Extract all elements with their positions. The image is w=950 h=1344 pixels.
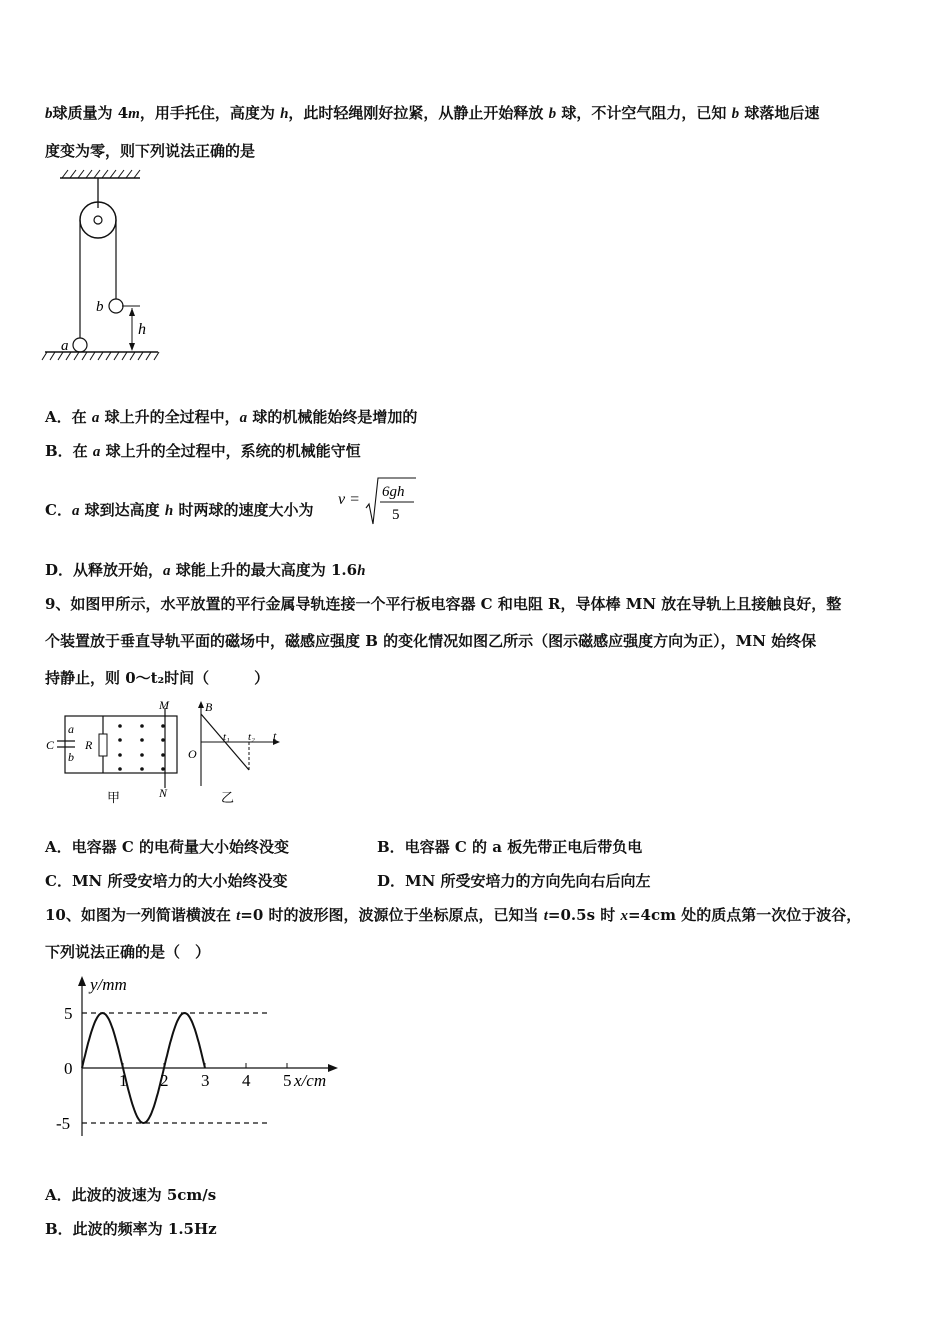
label-b: b bbox=[96, 299, 104, 315]
text-seg: 球质量为 4 bbox=[52, 104, 129, 122]
text-seg: 时两球的速度大小为 bbox=[173, 501, 314, 519]
text-seg: =0.5s 时 bbox=[547, 906, 621, 924]
label-n: N bbox=[159, 786, 168, 800]
y-tick-label: -5 bbox=[56, 1114, 71, 1133]
var-a: a bbox=[91, 410, 100, 426]
x-tick-label: 1 bbox=[119, 1071, 128, 1090]
caption-yi: 乙 bbox=[221, 790, 235, 805]
text-seg: =4cm 处的质点第一次位于波谷， bbox=[627, 906, 862, 924]
var-h: h bbox=[357, 563, 366, 579]
wave-chart bbox=[50, 968, 350, 1148]
y-axis-label: y/mm bbox=[90, 975, 127, 994]
text-seg: 球上升的全过程中， bbox=[99, 408, 240, 426]
text-seg: D．从释放开始， bbox=[45, 561, 164, 579]
text-seg: 10、如图为一列简谐横波在 bbox=[45, 906, 237, 924]
y-tick-label: 0 bbox=[64, 1059, 73, 1078]
text-seg: C． bbox=[45, 501, 72, 519]
q8-option-d bbox=[45, 559, 365, 580]
x-tick-label: 3 bbox=[201, 1071, 210, 1090]
x-tick-label: 2 bbox=[160, 1071, 169, 1090]
label-t2: t₂ bbox=[248, 731, 255, 743]
x-tick-label: 4 bbox=[242, 1071, 251, 1090]
label-a: a bbox=[61, 338, 69, 354]
q9-option-c: C．MN 所受安培力的大小始终没变 bbox=[45, 872, 288, 890]
y-axis-arrow bbox=[78, 976, 86, 986]
var-b: b bbox=[548, 106, 557, 122]
var-a: a bbox=[92, 444, 101, 460]
q9-line2: 个装置放于垂直导轨平面的磁场中，磁感应强度 B 的变化情况如图乙所示（图示磁感应强度方向为正），MN 始终保 bbox=[45, 632, 817, 650]
q10-line2: 下列说法正确的是（ ） bbox=[45, 943, 211, 961]
q8-option-c bbox=[45, 499, 313, 520]
pulley-figure bbox=[40, 168, 165, 368]
label-t: t bbox=[273, 729, 277, 743]
label-c: C bbox=[46, 738, 55, 752]
var-a: a bbox=[71, 503, 80, 519]
var-h: h bbox=[164, 503, 174, 519]
text-seg: 球能上升的最大高度为 1.6 bbox=[170, 561, 358, 579]
text-seg: 球到达高度 bbox=[79, 501, 165, 519]
x-tick-label: 5 bbox=[283, 1071, 292, 1090]
velocity-formula bbox=[336, 474, 420, 528]
q10-option-b: B．此波的频率为 1.5Hz bbox=[45, 1220, 217, 1238]
q10-line1 bbox=[45, 904, 861, 925]
label-m: M bbox=[159, 698, 169, 712]
text-seg: ，用手托住，高度为 bbox=[139, 104, 281, 122]
caption-jia: 甲 bbox=[107, 790, 121, 805]
x-axis-arrow bbox=[328, 1064, 338, 1072]
text-seg: 球的机械能始终是增加的 bbox=[247, 408, 418, 426]
formula-lhs: v = bbox=[338, 491, 360, 508]
var-t: t bbox=[543, 908, 548, 924]
label-r: R bbox=[85, 738, 93, 752]
q10-option-a: A．此波的波速为 5cm/s bbox=[45, 1186, 217, 1204]
label-a: a bbox=[68, 722, 74, 736]
q9-line3: 持静止，则 0～t₂时间（ ） bbox=[45, 669, 270, 687]
q8-intro-line1 bbox=[45, 102, 819, 123]
q8-option-a bbox=[45, 406, 417, 427]
var-a: a bbox=[239, 410, 248, 426]
label-b: B bbox=[205, 700, 213, 714]
var-b: b bbox=[45, 106, 53, 122]
label-h: h bbox=[138, 321, 146, 338]
var-b: b bbox=[731, 106, 740, 122]
q9-option-b: B．电容器 C 的 a 板先带正电后带负电 bbox=[377, 838, 643, 856]
text-seg: A．在 bbox=[45, 408, 92, 426]
var-a: a bbox=[163, 563, 171, 579]
b-t-graph-yi bbox=[185, 698, 285, 806]
label-t1: t₁ bbox=[223, 731, 230, 743]
text-seg: 球，不计空气阻力，已知 bbox=[556, 104, 732, 122]
text-seg: 球上升的全过程中，系统的机械能守恒 bbox=[100, 442, 361, 460]
circuit-figure-jia bbox=[45, 698, 185, 806]
y-tick-label: 5 bbox=[64, 1004, 73, 1023]
var-m: m bbox=[128, 106, 140, 122]
formula-denominator: 5 bbox=[392, 507, 400, 523]
q8-intro-line2: 度变为零，则下列说法正确的是 bbox=[45, 142, 256, 160]
var-x: x bbox=[620, 908, 628, 924]
text-seg: ，此时轻绳刚好拉紧，从静止开始释放 bbox=[288, 104, 549, 122]
q9-line1: 9、如图甲所示，水平放置的平行金属导轨连接一个平行板电容器 C 和电阻 R，导体棒 MN 放在导轨上且接触良好，整 bbox=[45, 595, 842, 613]
text-seg: 球落地后速 bbox=[739, 104, 820, 122]
text-seg: B．在 bbox=[45, 442, 93, 460]
formula-numerator: 6gh bbox=[382, 484, 405, 500]
var-h: h bbox=[280, 106, 289, 122]
x-axis-label: x/cm bbox=[294, 1071, 327, 1090]
q9-option-d: D．MN 所受安培力的方向先向右后向左 bbox=[377, 872, 651, 890]
q8-option-b bbox=[45, 440, 361, 461]
var-t: t bbox=[236, 908, 241, 924]
label-b: b bbox=[68, 750, 74, 764]
text-seg: =0 时的波形图，波源位于坐标原点，已知当 bbox=[240, 906, 544, 924]
q9-option-a: A．电容器 C 的电荷量大小始终没变 bbox=[45, 838, 290, 856]
label-o: O bbox=[188, 747, 197, 761]
